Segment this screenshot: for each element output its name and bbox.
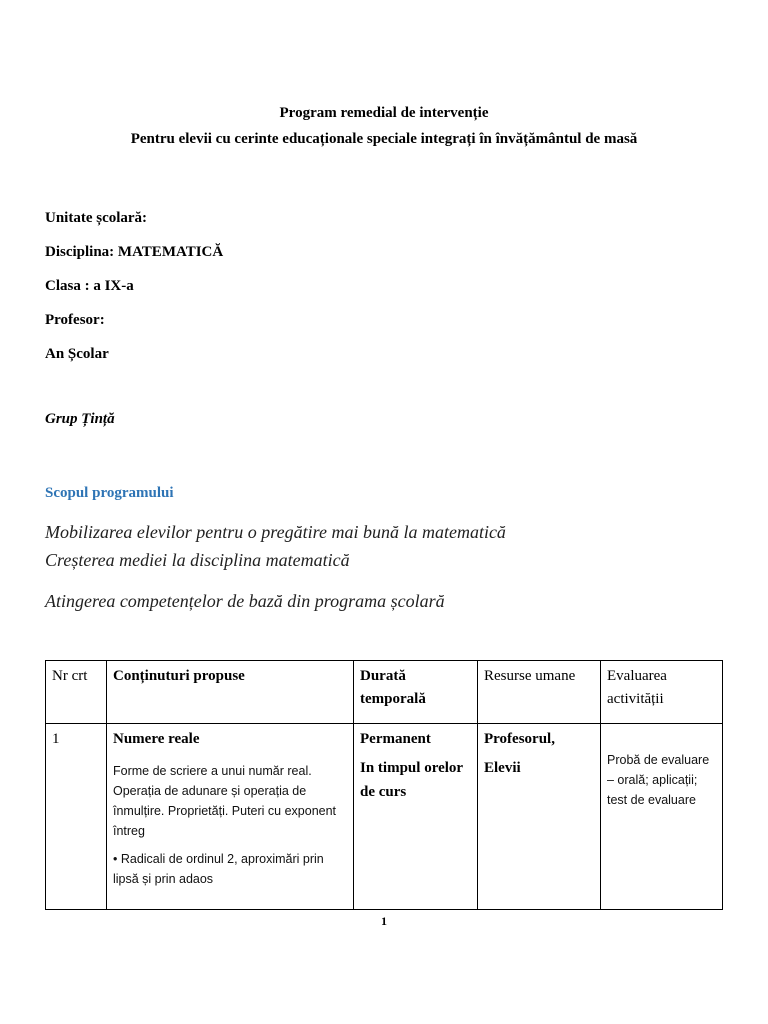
program-table bbox=[45, 660, 723, 910]
grup-tinta-heading: Grup Țință bbox=[45, 411, 115, 427]
header-nr-crt: Nr crt bbox=[46, 661, 107, 724]
continut-description: Forme de scriere a unui număr real. Operația de adunare și operația de înmulțire. Proprietăți. Puteri cu exponent întreg bbox=[113, 764, 337, 839]
clasa-label: Clasa : a IX-a bbox=[45, 278, 134, 294]
cell-evaluare bbox=[601, 724, 723, 910]
header-continuturi: Conținuturi propuse bbox=[107, 661, 354, 724]
cell-durata bbox=[354, 724, 478, 910]
table-row bbox=[46, 724, 723, 910]
profesor-label: Profesor: bbox=[45, 312, 105, 328]
an-scolar-label: An Școlar bbox=[45, 346, 109, 362]
header-evaluare: Evaluarea activității bbox=[601, 661, 723, 724]
cell-nr bbox=[46, 724, 107, 910]
disciplina-label: Disciplina: MATEMATICĂ bbox=[45, 244, 224, 260]
cell-resurse bbox=[478, 724, 601, 910]
evaluare-text: Probă de evaluare – orală; aplicații; test de evaluare bbox=[607, 753, 710, 807]
continut-title: Numere reale bbox=[113, 731, 200, 747]
table-header-row bbox=[46, 661, 723, 724]
durata-permanent: Permanent bbox=[360, 731, 431, 747]
header-resurse: Resurse umane bbox=[478, 661, 601, 724]
cell-continut bbox=[107, 724, 354, 910]
document-title: Program remedial de intervenție bbox=[279, 105, 489, 121]
goal-item: Creșterea mediei la disciplina matematică bbox=[45, 550, 350, 570]
page-number: 1 bbox=[381, 914, 387, 928]
unitate-scolara-label: Unitate școlară: bbox=[45, 210, 148, 226]
document-subtitle: Pentru elevii cu cerinte educaționale speciale integrați în învățământul de masă bbox=[130, 131, 638, 147]
row-number: 1 bbox=[52, 731, 60, 747]
scopul-programului-heading: Scopul programului bbox=[45, 485, 174, 501]
resurse-elevii: Elevii bbox=[484, 760, 521, 777]
goal-item: Atingerea competențelor de bază din programa școlară bbox=[45, 591, 445, 611]
durata-detail: In timpul orelor de curs bbox=[360, 760, 463, 800]
goal-item: Mobilizarea elevilor pentru o pregătire mai bună la matematică bbox=[45, 522, 506, 542]
resurse-profesor: Profesorul, bbox=[484, 731, 555, 747]
header-durata: Durată temporală bbox=[354, 661, 478, 724]
continut-bullet: • Radicali de ordinul 2, aproximări prin lipsă și prin adaos bbox=[113, 852, 324, 887]
